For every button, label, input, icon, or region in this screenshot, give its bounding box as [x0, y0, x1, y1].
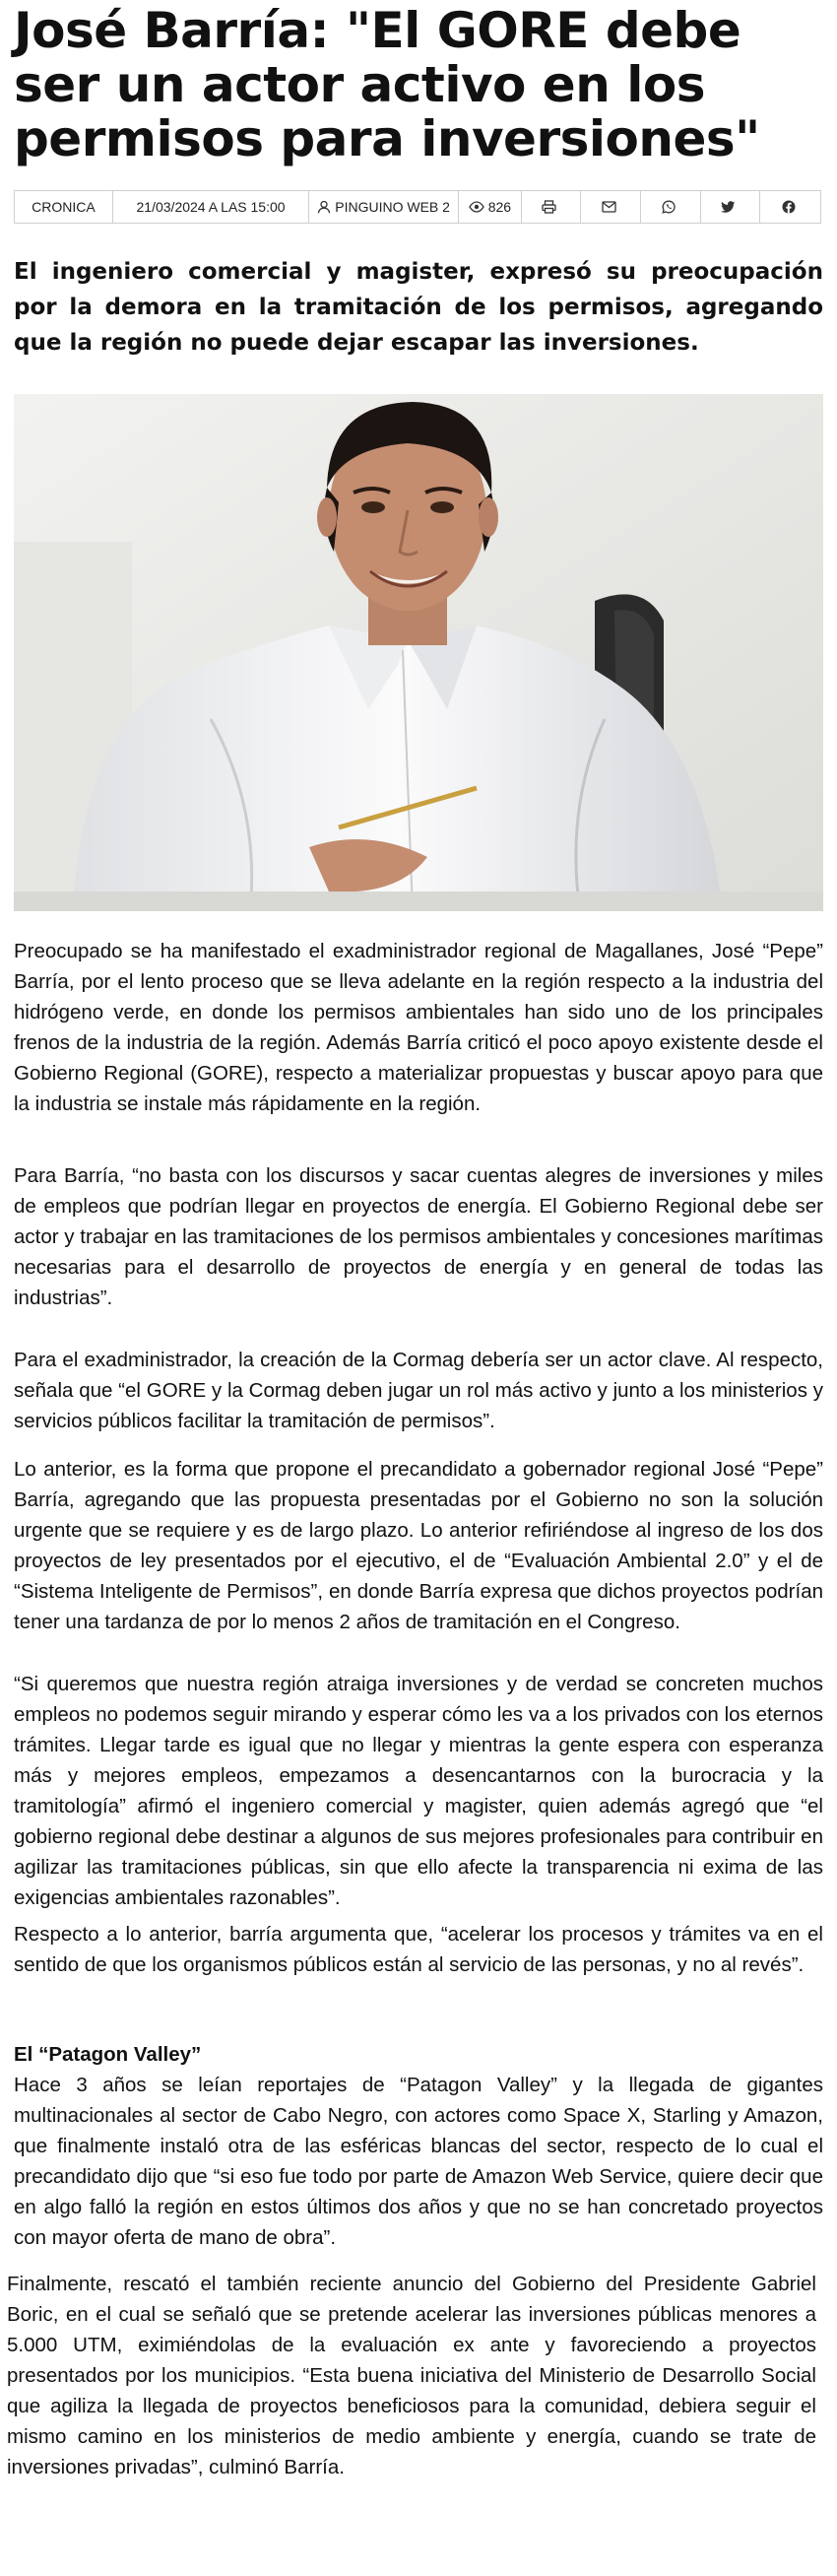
print-icon: [542, 200, 556, 214]
article-photo: [14, 394, 823, 911]
article-paragraph: Respecto a lo anterior, barría argumenta que, “acelerar los procesos y trámites va en el sentido de que los organismos públicos están al servicio de las personas, y no al revés”.: [14, 1923, 823, 1976]
category-link[interactable]: [15, 191, 113, 223]
article-lead: El ingeniero comercial y magister, expresó su preocupación por la demora en la tramitación de los permisos, agregando que la región no puede dejar escapar las inversiones.: [14, 259, 823, 356]
views-label: 826: [487, 199, 512, 215]
twitter-icon: [721, 201, 736, 214]
date-label: 21/03/2024 A LAS 15:00: [136, 199, 286, 215]
article-meta-bar: [14, 190, 821, 224]
print-button[interactable]: [522, 191, 582, 223]
article-paragraph: Hace 3 años se leían reportajes de “Patagon Valley” y la llegada de gigantes multinacionales al sector de Cabo Negro, con actores como Space X, Starling y Amazon, que finalmente instaló otra de las esféricas blancas del sector, respecto de lo cual el precandidato dijo que “si eso fue todo por parte de Amazon Web Service, quiere decir que en algo falló la región en estos últimos dos años y que no se han concretado proyectos con mayor oferta de mano de obra”.: [14, 2074, 823, 2249]
views-count: [459, 191, 522, 223]
author-label: PINGUINO WEB 2: [335, 199, 450, 215]
category-label: CRONICA: [32, 199, 96, 215]
user-icon: [317, 200, 331, 214]
publish-date: [113, 191, 310, 223]
whatsapp-share-button[interactable]: [641, 191, 701, 223]
article-subheading: El “Patagon Valley”: [14, 2043, 202, 2066]
article-paragraph: Lo anterior, es la forma que propone el precandidato a gobernador regional José “Pepe” Barría, agregando que las propuesta presentadas por el Gobierno no son la solución urgente que se requiere y es de largo plazo. Lo anterior refiriéndose al ingreso de los dos proyectos de ley presentados por el ejecutivo, el de “Evaluación Ambiental 2.0” y el de “Sistema Inteligente de Permisos”, en donde Barría expresa que dichos proyectos podrían tener una tardanza de por lo menos 2 años de tramitación en el Congreso.: [14, 1458, 823, 1633]
envelope-icon: [602, 201, 616, 213]
article-paragraph: Para Barría, “no basta con los discursos y sacar cuentas alegres de inversiones y miles de empleos que podrían llegar en proyectos de energía. El Gobierno Regional debe ser actor y trabajar en las tramitaciones de los permisos ambientales y concesiones marítimas necesarias para el desarrollo de proyectos de energía y en general de todas las industrias”.: [14, 1164, 823, 1309]
article-paragraph: “Si queremos que nuestra región atraiga inversiones y de verdad se concreten muchos empleos no podemos seguir mirando y esperar cómo les va a los privados con los eternos trámites. Llegar tarde es igual que no llegar y mientras la gente espera con esperanza más y mejores empleos, empezamos a desencantarnos con la burocracia y la tramitología” afirmó el ingeniero comercial y magister, quien además agregó que “el gobierno regional debe destinar a algunos de sus mejores profesionales para contribuir en agilizar las tramitaciones públicas, sin que ello afecte la transparencia ni exima de las exigencias ambientales razonables”.: [14, 1673, 823, 1909]
author-link[interactable]: [309, 191, 459, 223]
facebook-icon: [782, 200, 796, 214]
article-paragraph: Para el exadministrador, la creación de la Cormag debería ser un actor clave. Al respecto, señala que “el GORE y la Cormag deben jugar un rol más activo y junto a los ministerios y servicios públicos facilitar la tramitación de permisos”.: [14, 1349, 823, 1432]
article-title: José Barría: "El GORE debe ser un actor activo en los permisos para inversiones": [14, 2, 760, 167]
article-paragraph: Preocupado se ha manifestado el exadministrador regional de Magallanes, José “Pepe” Barría, por el lento proceso que se lleva adelante en la región respecto a la industria del hidrógeno verde, en donde los permisos ambientales han sido uno de los principales frenos de la industria de la región. Además Barría criticó el poco apoyo existente desde el Gobierno Regional (GORE), respecto a materializar propuestas y buscar apoyo para que la industria se instale más rápidamente en la región.: [14, 940, 823, 1115]
eye-icon: [469, 201, 484, 213]
portrait-image: [14, 394, 823, 911]
article-paragraph: Finalmente, rescató el también reciente anuncio del Gobierno del Presidente Gabriel Boric, en el cual se señaló que se pretende acelerar las inversiones públicas menores a 5.000 UTM, eximiéndolas de la evaluación ex ante y favoreciendo a proyectos presentados por los municipios. “Esta buena iniciativa del Ministerio de Desarrollo Social que agiliza la llegada de proyectos beneficiosos para la comunidad, debiera seguir el mismo camino en los ministerios de medio ambiente y energía, cuando se trate de inversiones privadas”, culminó Barría.: [7, 2273, 816, 2478]
twitter-share-button[interactable]: [701, 191, 761, 223]
facebook-share-button[interactable]: [760, 191, 820, 223]
email-share-button[interactable]: [581, 191, 641, 223]
whatsapp-icon: [662, 200, 676, 214]
